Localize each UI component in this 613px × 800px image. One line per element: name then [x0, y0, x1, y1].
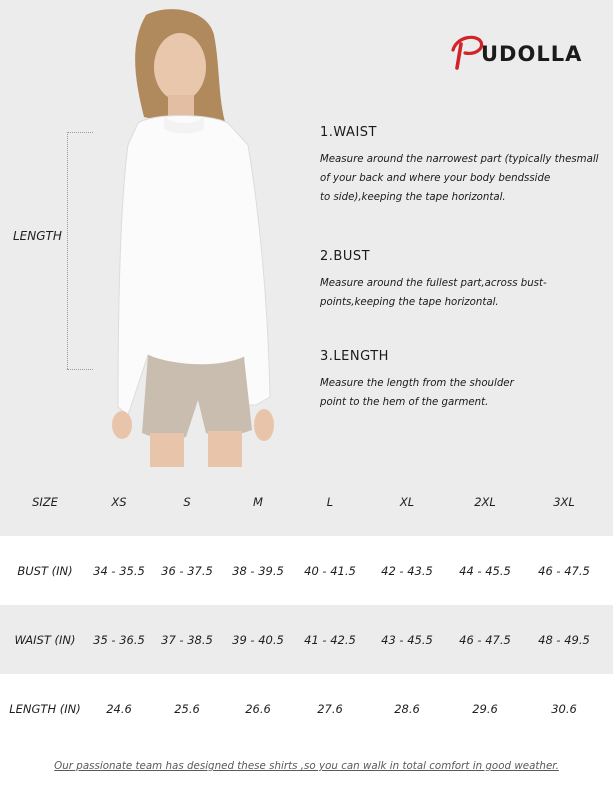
table-row	[0, 605, 613, 674]
table-row	[0, 536, 613, 605]
table-cell: 27.6	[317, 701, 343, 716]
instruction-line: Measure around the narrowest part (typically thesmall	[320, 154, 599, 165]
table-header-cell: S	[183, 494, 191, 509]
table-cell: 44 - 45.5	[459, 563, 511, 578]
table-cell: 37 - 38.5	[161, 632, 213, 647]
instruction-length	[320, 349, 600, 412]
table-cell: 29.6	[472, 701, 498, 716]
instruction-bust	[320, 249, 600, 312]
length-label: LENGTH	[13, 229, 62, 243]
instruction-line: points,keeping the tape horizontal.	[320, 297, 499, 308]
model-figure	[58, 5, 298, 467]
table-cell: 38 - 39.5	[232, 563, 284, 578]
instruction-line: to side),keeping the tape horizontal.	[320, 192, 506, 203]
table-cell: 40 - 41.5	[304, 563, 356, 578]
instruction-line: point to the hem of the garment.	[320, 397, 489, 408]
table-cell: 34 - 35.5	[93, 563, 145, 578]
table-header-row	[0, 467, 613, 536]
table-header-cell: L	[326, 494, 334, 509]
instruction-title: 2.BUST	[320, 249, 371, 264]
table-row-label: LENGTH (IN)	[9, 701, 81, 716]
instruction-waist	[320, 125, 600, 207]
table-cell: 25.6	[174, 701, 200, 716]
table-cell: 26.6	[245, 701, 271, 716]
table-cell: 46 - 47.5	[538, 563, 590, 578]
instruction-line: Measure around the fullest part,across bust-	[320, 278, 547, 289]
instruction-line: Measure the length from the shoulder	[320, 378, 514, 389]
table-header-cell: XL	[399, 494, 415, 509]
table-cell: 43 - 45.5	[381, 632, 433, 647]
table-cell: 35 - 36.5	[93, 632, 145, 647]
footer-note: Our passionate team has designed these shirts ,so you can walk in total comfort in good weather.	[54, 760, 559, 772]
brand-logo	[447, 30, 582, 70]
table-header-cell: 2XL	[474, 494, 496, 509]
table-header-cell: XS	[111, 494, 127, 509]
table-header-cell: 3XL	[553, 494, 575, 509]
table-cell: 24.6	[106, 701, 132, 716]
table-cell: 39 - 40.5	[232, 632, 284, 647]
table-cell: 48 - 49.5	[538, 632, 590, 647]
table-header-cell: M	[253, 494, 263, 509]
instruction-title: 3.LENGTH	[320, 349, 389, 364]
table-cell: 46 - 47.5	[459, 632, 511, 647]
instruction-line: of your back and where your body bendsside	[320, 173, 551, 184]
brand-name: UDOLLA	[481, 42, 583, 66]
table-cell: 36 - 37.5	[161, 563, 213, 578]
table-cell: 41 - 42.5	[304, 632, 356, 647]
table-cell: 42 - 43.5	[381, 563, 433, 578]
table-row-label: BUST (IN)	[17, 563, 73, 578]
table-row-label: WAIST (IN)	[14, 632, 76, 647]
table-header-cell: SIZE	[32, 494, 58, 509]
length-guide-line	[67, 132, 69, 369]
size-table	[0, 467, 613, 743]
length-guide-bottom	[67, 369, 93, 370]
table-cell: 28.6	[394, 701, 420, 716]
instruction-title: 1.WAIST	[320, 125, 377, 140]
table-cell: 30.6	[551, 701, 577, 716]
length-guide-top	[67, 132, 93, 133]
table-row	[0, 674, 613, 743]
